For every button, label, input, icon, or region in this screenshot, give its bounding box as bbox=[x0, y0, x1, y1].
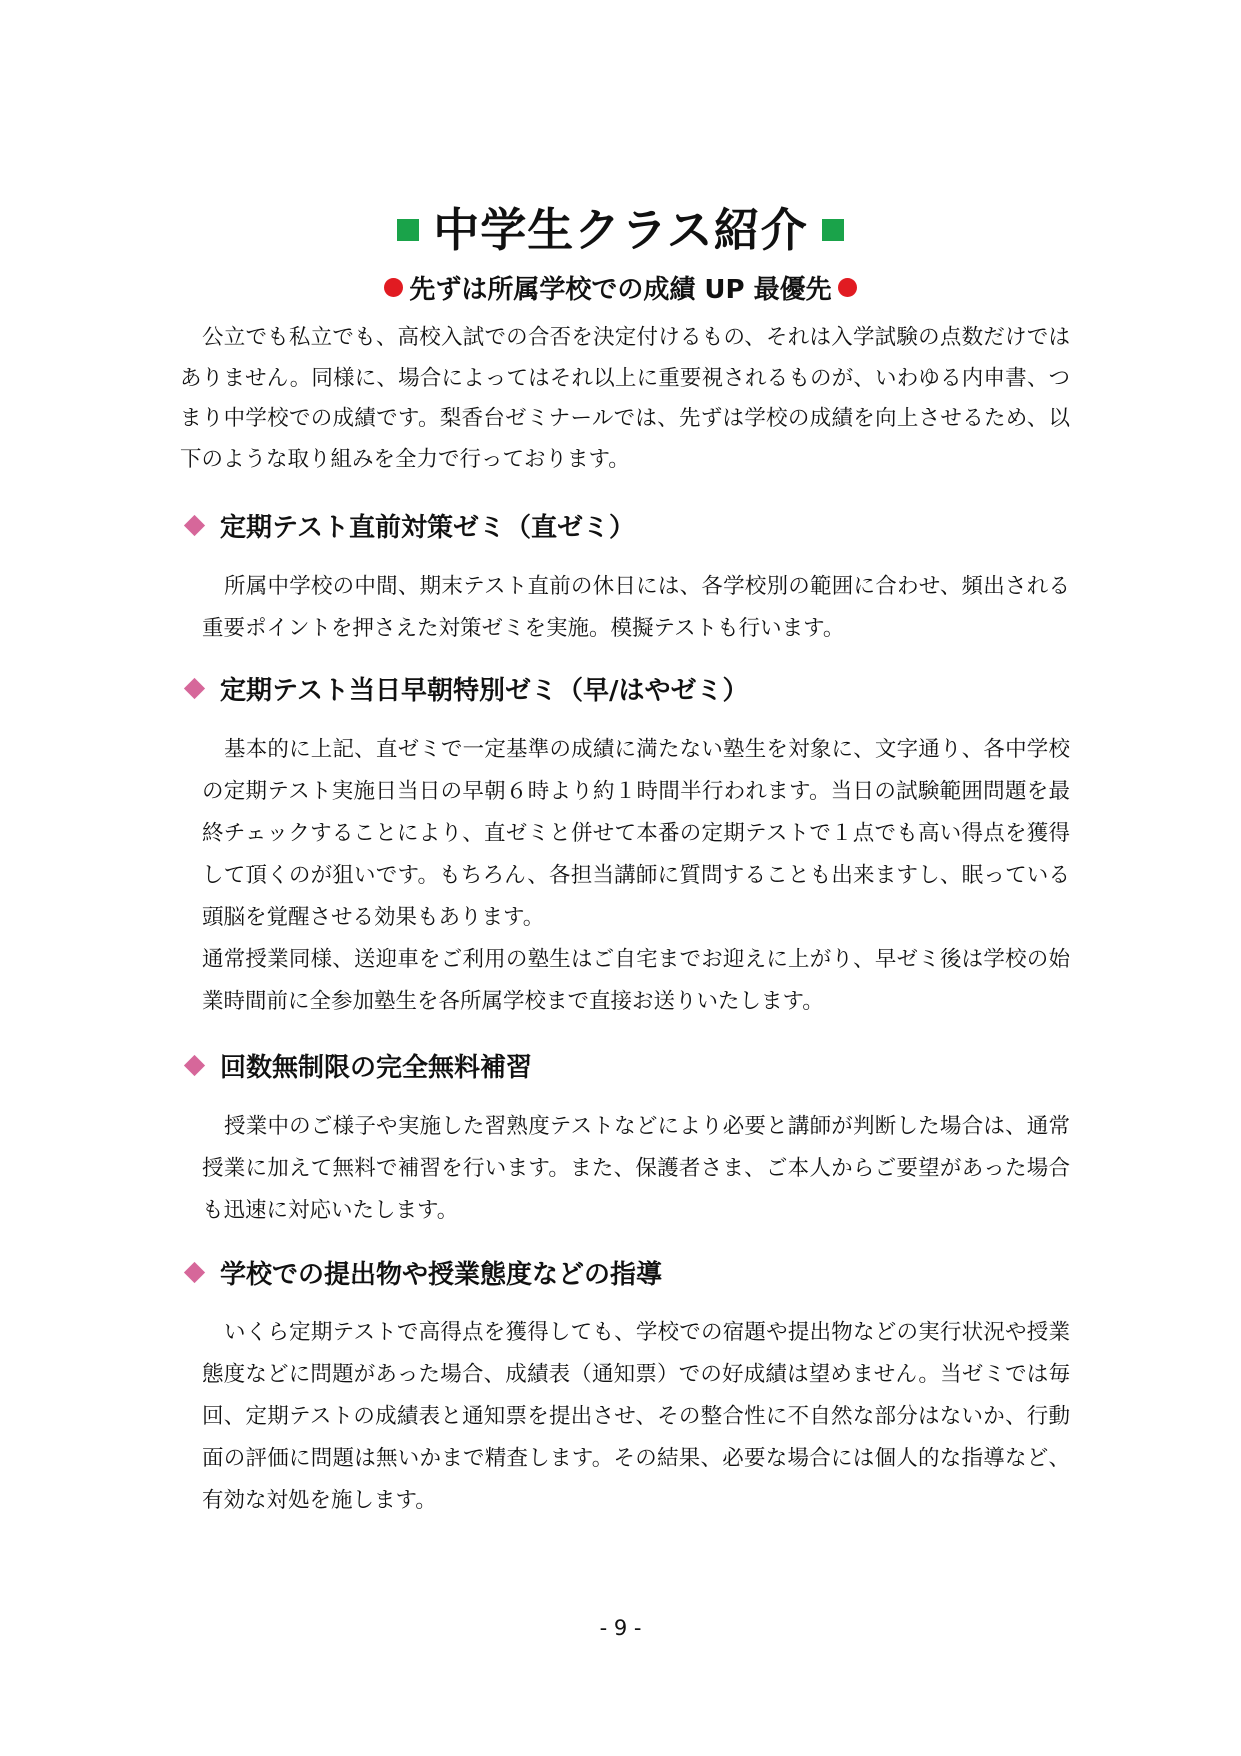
section-heading-text: 回数無制限の完全無料補習 bbox=[220, 1053, 533, 1083]
pink-diamond-icon bbox=[184, 678, 205, 699]
section-paragraph: 通常授業同様、送迎車をご利用の塾生はご自宅までお迎えに上がり、早ゼミ後は学校の始業時間前に全参加塾生を各所属学校まで直接お送りいたします。 bbox=[202, 947, 1070, 1014]
section-heading-3 bbox=[180, 1048, 532, 1088]
section-heading-text: 定期テスト当日早朝特別ゼミ（早/はやゼミ） bbox=[220, 676, 749, 706]
page-title bbox=[0, 200, 1241, 260]
pink-diamond-icon bbox=[184, 1262, 205, 1283]
section-paragraph: 基本的に上記、直ゼミで一定基準の成績に満たない塾生を対象に、文字通り、各中学校の定期テスト実施日当日の早朝６時より約１時間半行われます。当日の試験範囲問題を最終チェックすることにより、直ゼミと併せて本番の定期テストで１点でも高い得点を獲得して頂くのが狙いです。もちろん、各担当講師に質問することも出来ますし、眠っている頭脳を覚醒させる効果もあります。 bbox=[202, 737, 1070, 930]
section-heading-4 bbox=[180, 1255, 662, 1295]
section-paragraph: いくら定期テストで高得点を獲得しても、学校での宿題や提出物などの実行状況や授業態度などに問題があった場合、成績表（通知票）での好成績は望めません。当ゼミでは毎回、定期テストの成績表と通知票を提出させ、その整合性に不自然な部分はないか、行動面の評価に問題は無いかまで精査します。その結果、必要な場合には個人的な指導など、有効な対処を施します。 bbox=[202, 1320, 1070, 1513]
section-paragraph: 授業中のご様子や実施した習熟度テストなどにより必要と講師が判断した場合は、通常授業に加えて無料で補習を行います。また、保護者さま、ご本人からご要望があった場合も迅速に対応いたします。 bbox=[202, 1114, 1070, 1223]
section-body-2 bbox=[202, 729, 1070, 1023]
intro-paragraph: 公立でも私立でも、高校入試での合否を決定付けるもの、それは入学試験の点数だけではありません。同様に、場合によってはそれ以上に重要視されるものが、いわゆる内申書、つまり中学校での成績です。梨香台ゼミナールでは、先ずは学校の成績を向上させるため、以下のような取り組みを全力で行っております。 bbox=[180, 325, 1070, 472]
section-paragraph: 所属中学校の中間、期末テスト直前の休日には、各学校別の範囲に合わせ、頻出される重要ポイントを押さえた対策ゼミを実施。模擬テストも行います。 bbox=[202, 574, 1070, 641]
section-body-1 bbox=[202, 566, 1070, 650]
section-heading-text: 学校での提出物や授業態度などの指導 bbox=[220, 1260, 663, 1290]
section-heading-text: 定期テスト直前対策ゼミ（直ゼミ） bbox=[220, 513, 635, 543]
page-subtitle-text: 先ずは所属学校での成績 UP 最優先 bbox=[409, 275, 832, 305]
section-heading-2 bbox=[180, 671, 748, 711]
green-square-icon bbox=[397, 219, 419, 241]
section-heading-1 bbox=[180, 508, 635, 548]
red-circle-icon bbox=[838, 278, 857, 297]
page-title-text: 中学生クラス紹介 bbox=[433, 203, 808, 257]
pink-diamond-icon bbox=[184, 1055, 205, 1076]
page-number: - 9 - bbox=[599, 1616, 642, 1640]
page-subtitle bbox=[0, 272, 1241, 308]
section-body-3 bbox=[202, 1106, 1070, 1232]
section-body-4 bbox=[202, 1312, 1070, 1522]
red-circle-icon bbox=[384, 278, 403, 297]
green-square-icon bbox=[822, 219, 844, 241]
pink-diamond-icon bbox=[184, 515, 205, 536]
